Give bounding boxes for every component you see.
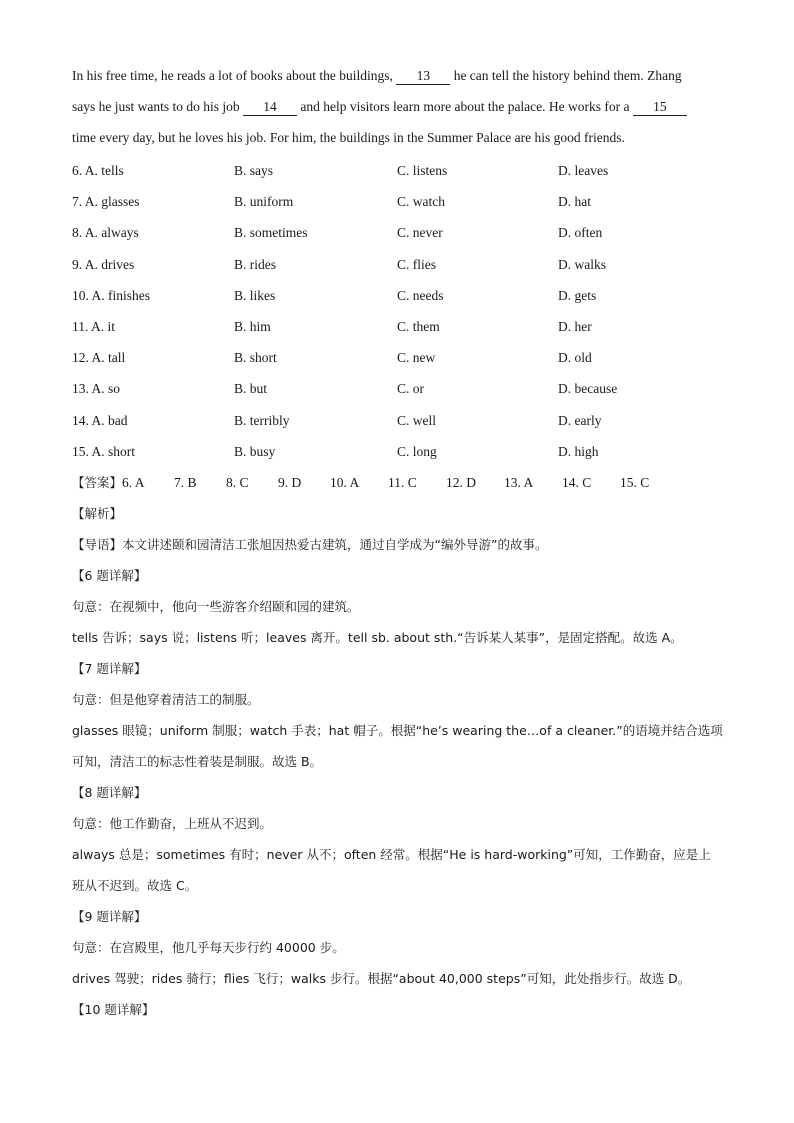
analysis-line: 【9 题详解】 xyxy=(72,909,147,924)
passage-line-1 xyxy=(72,60,722,91)
passage xyxy=(72,60,722,153)
options-list xyxy=(72,155,712,467)
passage-line-3: time every day, but he loves his job. For him, the buildings in the Summer Palace are his good friends. xyxy=(72,130,625,145)
option-d: D. often xyxy=(558,225,603,241)
option-c: C. or xyxy=(397,381,424,397)
option-b: B. but xyxy=(234,381,268,397)
option-a: 15. A. short xyxy=(72,443,136,459)
option-row xyxy=(72,249,712,280)
option-a: 14. A. bad xyxy=(72,412,128,428)
answer-item: 12. D xyxy=(446,475,477,490)
option-d: D. leaves xyxy=(558,163,609,178)
option-b: B. terribly xyxy=(234,412,290,428)
blank-13: 13 xyxy=(396,68,450,85)
option-a: 10. A. finishes xyxy=(72,287,151,303)
answer-tag: 【答案】 xyxy=(72,475,123,490)
option-d: D. walks xyxy=(558,256,606,272)
option-row xyxy=(72,311,712,342)
analysis-line: 班从不迟到。故选 C。 xyxy=(72,878,198,893)
analysis-line: 【8 题详解】 xyxy=(72,785,147,800)
option-b: B. likes xyxy=(234,287,276,303)
option-c: C. new xyxy=(397,350,436,366)
answer-item: 9. D xyxy=(278,475,302,490)
option-d: D. old xyxy=(558,350,592,366)
option-d: D. early xyxy=(558,412,602,428)
option-d: D. her xyxy=(558,318,592,334)
analysis-line: drives 驾驶；rides 骑行；flies 飞行；walks 步行。根据“about 40,000 steps”可知，此处指步行。故选 D。 xyxy=(72,971,691,986)
option-row xyxy=(72,436,712,467)
option-b: B. short xyxy=(234,350,277,366)
answer-item: 11. C xyxy=(388,475,417,490)
answer-item: 8. C xyxy=(226,475,249,490)
option-d: D. because xyxy=(558,381,618,397)
option-row xyxy=(72,342,712,373)
option-b: B. rides xyxy=(234,256,276,272)
option-d: D. gets xyxy=(558,287,597,303)
option-d: D. hat xyxy=(558,194,591,210)
option-b: B. uniform xyxy=(234,194,294,210)
analysis-line: 句意：在视频中，他向一些游客介绍颐和园的建筑。 xyxy=(72,599,360,614)
passage-text: and help visitors learn more about the palace. He works for a xyxy=(300,99,630,114)
option-c: C. watch xyxy=(397,194,445,210)
option-c: C. flies xyxy=(397,256,436,272)
passage-text: says he just wants to do his job xyxy=(72,99,240,114)
answer-item: 14. C xyxy=(562,475,592,490)
option-row xyxy=(72,217,712,248)
blank-15: 15 xyxy=(633,99,687,116)
option-row xyxy=(72,405,712,436)
option-c: C. listens xyxy=(397,163,448,178)
passage-line-2 xyxy=(72,91,722,122)
answer-item: 7. B xyxy=(174,475,197,490)
option-a: 13. A. so xyxy=(72,381,121,397)
option-c: C. long xyxy=(397,443,437,459)
analysis-line: 【7 题详解】 xyxy=(72,661,147,676)
option-a: 9. A. drives xyxy=(72,256,135,272)
analysis-tag: 【解析】 xyxy=(72,506,123,521)
analysis-line: always 总是；sometimes 有时；never 从不；often 经常。根据“He is hard-working”可知，工作勤奋，应是上 xyxy=(72,847,711,862)
option-row xyxy=(72,280,712,311)
analysis-line: 可知，清洁工的标志性着装是制服。故选 B。 xyxy=(72,754,323,769)
option-b: B. him xyxy=(234,318,271,334)
passage-text: In his free time, he reads a lot of books about the buildings, xyxy=(72,68,393,83)
analysis-line: glasses 眼镜；uniform 制服；watch 手表；hat 帽子。根据“he’s wearing the…of a cleaner.”的语境并结合选项 xyxy=(72,723,723,738)
analysis-line: 句意：在宫殿里，他几乎每天步行约 40000 步。 xyxy=(72,940,345,955)
blank-14: 14 xyxy=(243,99,297,116)
analysis-line: 句意：但是他穿着清洁工的制服。 xyxy=(72,692,260,707)
option-c: C. never xyxy=(397,225,443,241)
analysis-line: 【导语】本文讲述颐和园清洁工张旭因热爱古建筑，通过自学成为“编外导游”的故事。 xyxy=(72,537,548,552)
option-b: B. busy xyxy=(234,443,276,459)
option-b: B. sometimes xyxy=(234,225,308,241)
option-a: 11. A. it xyxy=(72,318,116,334)
option-row xyxy=(72,373,712,404)
answer-line xyxy=(72,467,649,498)
answer-item: 6. A xyxy=(122,475,145,490)
passage-text: he can tell the history behind them. Zhang xyxy=(453,68,682,83)
option-c: C. well xyxy=(397,412,436,428)
option-a: 12. A. tall xyxy=(72,350,126,366)
analysis-line: tells 告诉；says 说；listens 听；leaves 离开。tell sb. about sth.“告诉某人某事”，是固定搭配。故选 A。 xyxy=(72,630,683,645)
option-c: C. them xyxy=(397,318,440,334)
option-row xyxy=(72,186,712,217)
option-a: 8. A. always xyxy=(72,225,139,241)
answer-item: 13. A xyxy=(504,475,534,490)
option-a: 7. A. glasses xyxy=(72,194,140,210)
option-b: B. says xyxy=(234,163,274,178)
analysis-section xyxy=(72,498,732,1025)
analysis-line: 句意：他工作勤奋，上班从不迟到。 xyxy=(72,816,273,831)
option-c: C. needs xyxy=(397,287,444,303)
answer-item: 10. A xyxy=(330,475,360,490)
option-a: 6. A. tells xyxy=(72,163,124,178)
answer-item: 15. C xyxy=(620,475,650,490)
option-row xyxy=(72,155,712,186)
analysis-line: 【6 题详解】 xyxy=(72,568,147,583)
option-d: D. high xyxy=(558,443,599,459)
analysis-line: 【10 题详解】 xyxy=(72,1002,155,1017)
